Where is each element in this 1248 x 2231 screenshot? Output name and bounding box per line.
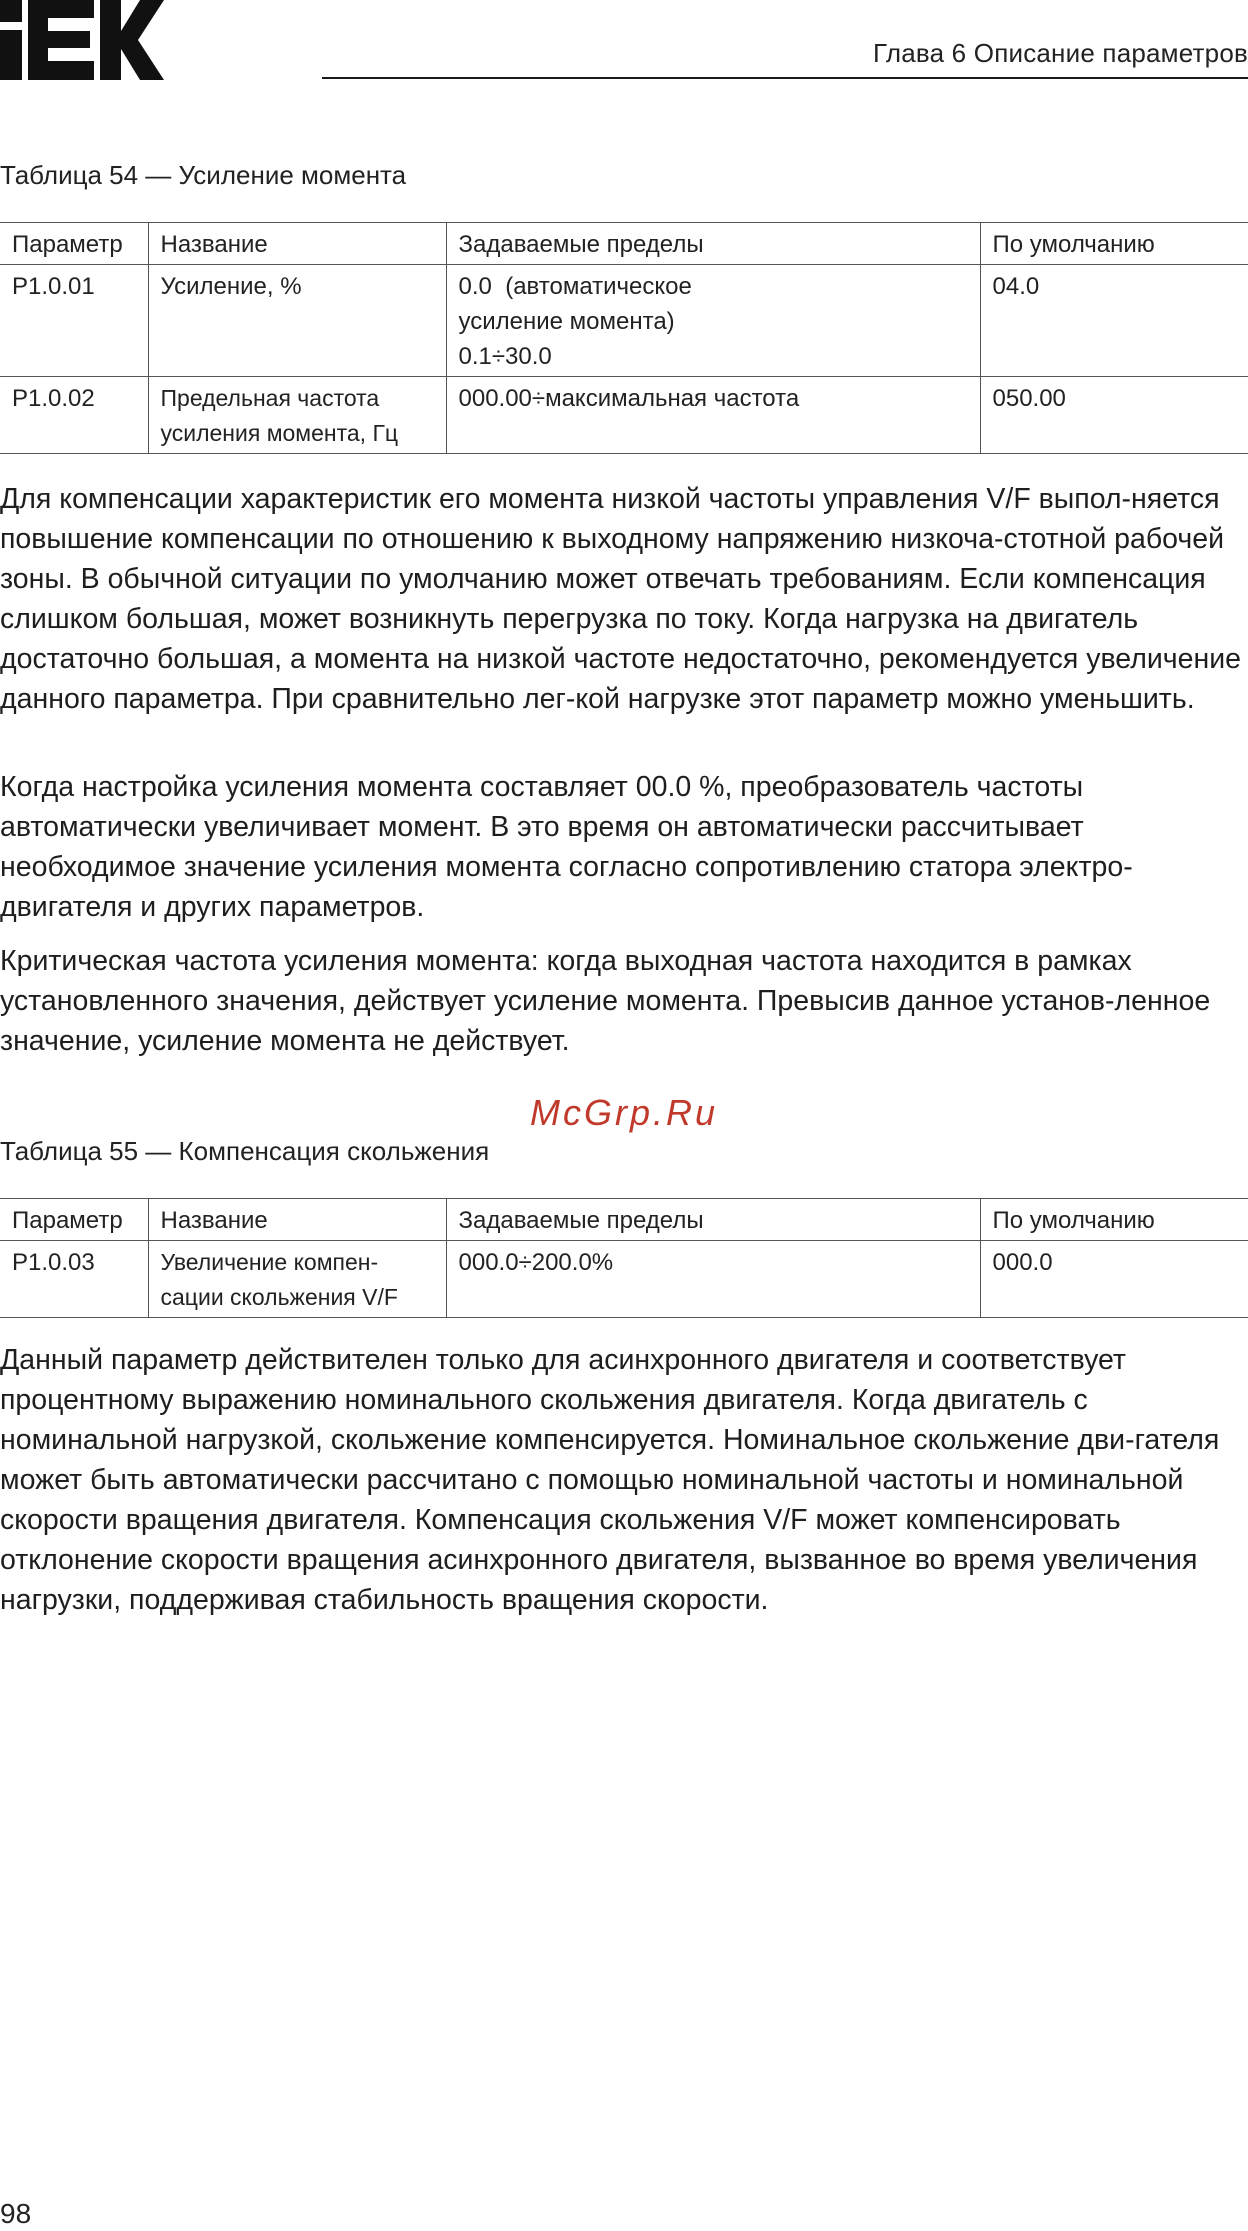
- table-55: [0, 1198, 1248, 1318]
- table-row: [0, 377, 1248, 454]
- cell-default: 000.0: [980, 1241, 1248, 1318]
- column-header-name: Название: [148, 1199, 446, 1241]
- column-header-range: Задаваемые пределы: [446, 223, 980, 265]
- cell-name-line: Увеличение компен-: [160, 1249, 379, 1275]
- cell-range: [446, 265, 980, 377]
- chapter-title: Глава 6 Описание параметров: [873, 38, 1248, 68]
- cell-range-line: 0.0 (автоматическое: [458, 273, 692, 300]
- header-rule: [322, 77, 1248, 79]
- cell-name: [148, 1241, 446, 1318]
- table-row: [0, 265, 1248, 377]
- table-header-row: [0, 1199, 1248, 1241]
- iek-logo: [0, 0, 164, 80]
- cell-range: 000.0÷200.0%: [446, 1241, 980, 1318]
- table-header-row: [0, 223, 1248, 265]
- column-header-param: Параметр: [0, 223, 148, 265]
- column-header-name: Название: [148, 223, 446, 265]
- cell-default: 050.00: [980, 377, 1248, 454]
- cell-range: 000.00÷максимальная частота: [446, 377, 980, 454]
- column-header-default: По умолчанию: [980, 1199, 1248, 1241]
- column-header-default: По умолчанию: [980, 223, 1248, 265]
- cell-name: [148, 377, 446, 454]
- cell-name-line: сации скольжения V/F: [160, 1284, 398, 1310]
- table-row: [0, 1241, 1248, 1318]
- paragraph: Для компенсации характеристик его момента низкой частоты управления V/F выпол-няется повышение компенсации по отношению к выходному напряжению низкоча-стотной рабочей зоны. В обычной ситуации по умолчанию может отвечать требованиям. Если компенсация слишком большая, может возникнуть перегрузка по току. Когда нагрузка на двигатель достаточно большая, а момента на низкой частоте недостаточно, рекомендуется увеличение данного параметра. При сравнительно лег-кой нагрузке этот параметр можно уменьшить.: [0, 483, 1241, 715]
- cell-param: P1.0.03: [0, 1241, 148, 1318]
- paragraph: Когда настройка усиления момента составляет 00.0 %, преобразователь частоты автоматически увеличивает момент. В это время он автоматически рассчитывает необходимое значение усиления момента согласно сопротивлению статора электро-двигателя и других параметров.: [0, 771, 1133, 923]
- column-header-range: Задаваемые пределы: [446, 1199, 980, 1241]
- page-number: 98: [0, 2198, 32, 2229]
- table-54: [0, 222, 1248, 454]
- column-header-param: Параметр: [0, 1199, 148, 1241]
- table-55-caption: Таблица 55 — Компенсация скольжения: [0, 1136, 490, 1166]
- cell-range-line: усиление момента): [458, 308, 675, 335]
- cell-default: 04.0: [980, 265, 1248, 377]
- table-54-caption: Таблица 54 — Усиление момента: [0, 160, 407, 190]
- cell-param: P1.0.01: [0, 265, 148, 377]
- cell-name-line: усиления момента, Гц: [160, 420, 399, 446]
- cell-name: Усиление, %: [148, 265, 446, 377]
- cell-name-line: Предельная частота: [160, 385, 380, 411]
- cell-range-line: 0.1÷30.0: [458, 343, 552, 370]
- paragraph: Критическая частота усиления момента: когда выходная частота находится в рамках установленного значения, действует усиление момента. Превысив данное установ-ленное значение, усиление момента не действует.: [0, 945, 1211, 1057]
- paragraph: Данный параметр действителен только для асинхронного двигателя и соответствует процентному выражению номинального скольжения двигателя. Когда двигатель с номинальной нагрузкой, скольжение компенсируется. Номинальное скольжение дви-гателя может быть автоматически рассчитано с помощью номинальной частоты и номинальной скорости вращения двигателя. Компенсация скольжения V/F может компенсировать отклонение скорости вращения асинхронного двигателя, вызванное во время увеличения нагрузки, поддерживая стабильность вращения скорости.: [0, 1344, 1220, 1616]
- watermark: McGrp.Ru: [530, 1092, 719, 1133]
- cell-param: P1.0.02: [0, 377, 148, 454]
